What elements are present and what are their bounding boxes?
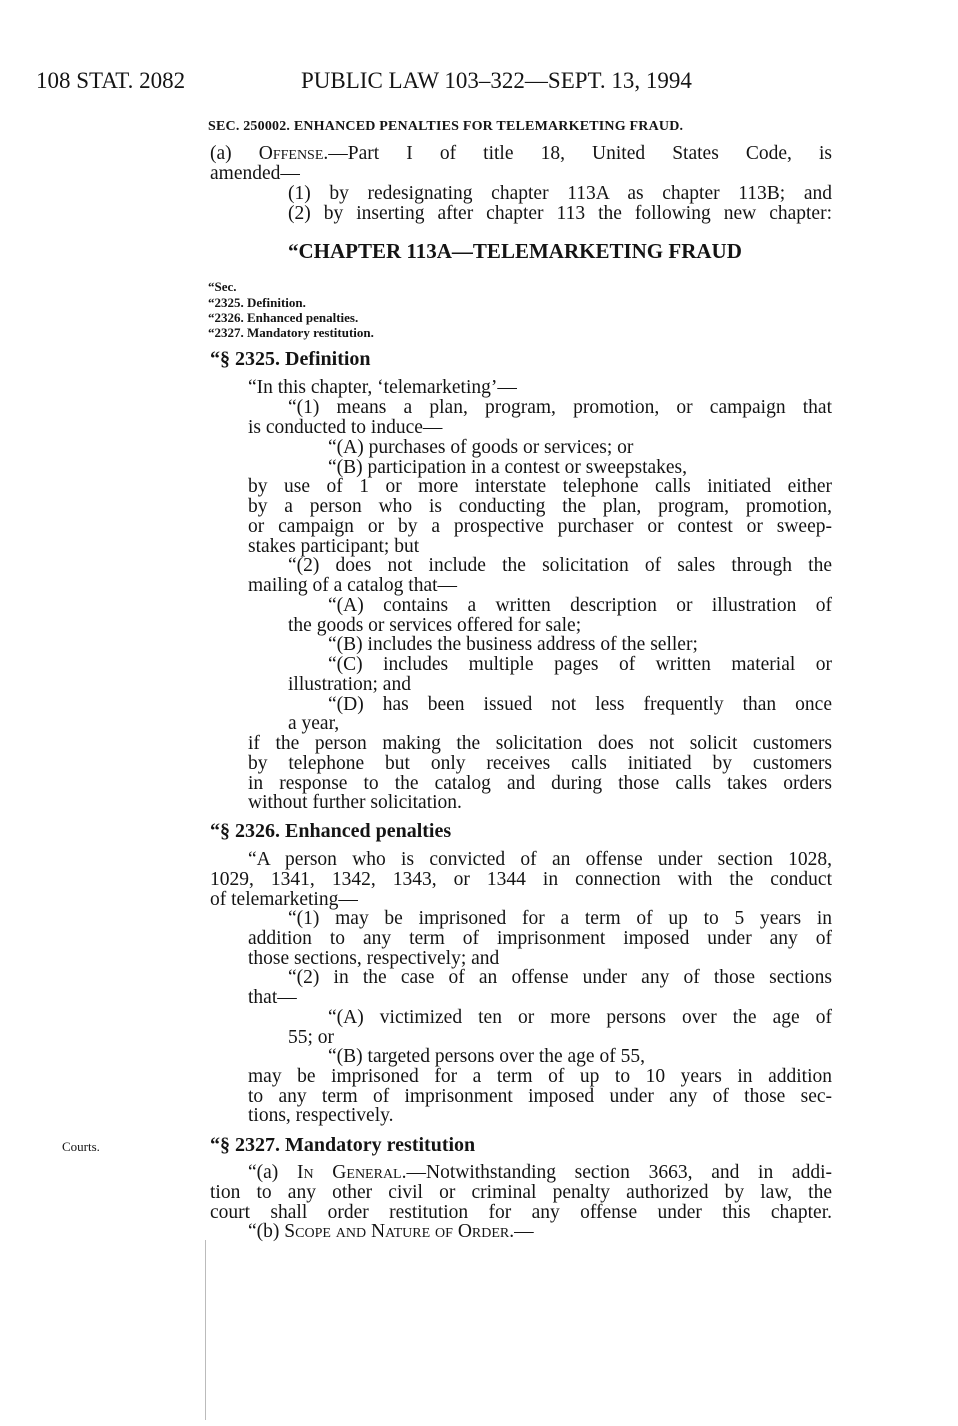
restitution-line-2: tion to any other civil or criminal penalty authorized by law, the [210,1182,832,1203]
def-line: “(C) includes multiple pages of written material or [328,654,832,675]
penalty-line: tions, respectively. [248,1105,394,1126]
restitution-line-4: “(b) Scope and Nature of Order.— [248,1221,534,1242]
penalty-line: “(1) may be imprisoned for a term of up to 5 years in [288,908,832,929]
penalty-line: “(B) targeted persons over the age of 55, [328,1046,645,1067]
offense-item-1: (1) by redesignating chapter 113A as chapter 113B; and [288,183,832,204]
offense-line-1: (a) Offense.—Part I of title 18, United States Code, is [210,143,832,164]
restitution-line-3: court shall order restitution for any offense under this chapter. [210,1202,832,1223]
section-2326-heading: “§ 2326. Enhanced penalties [210,820,452,842]
def-line: “(2) does not include the solicitation of sales through the [288,555,832,576]
margin-note: Courts. [62,1139,100,1154]
stat-page-number: 108 STAT. 2082 [36,68,186,93]
margin-rule [205,1240,206,1420]
penalty-line: “A person who is convicted of an offense under section 1028, [248,849,832,870]
def-line: if the person making the solicitation does not solicit customers [248,733,832,754]
toc-sec-label: “Sec. [208,279,237,294]
def-line: by telephone but only receives calls initiated by customers [248,753,832,774]
def-line: “(D) has been issued not less frequently than once [328,694,832,715]
def-line: illustration; and [288,674,411,695]
penalty-line: may be imprisoned for a term of up to 10 years in addition [248,1066,832,1087]
toc-entry-2326: “2326. Enhanced penalties. [208,310,359,325]
def-line: the goods or services offered for sale; [288,615,582,636]
toc-entry-2327: “2327. Mandatory restitution. [208,325,374,340]
penalty-line: of telemarketing— [210,889,358,910]
penalty-line: that— [248,987,297,1008]
offense-item-2: (2) by inserting after chapter 113 the following new chapter: [288,203,832,224]
section-2327-heading: “§ 2327. Mandatory restitution [210,1134,476,1156]
section-heading: SEC. 250002. ENHANCED PENALTIES FOR TELEMARKETING FRAUD. [208,119,684,134]
def-line: by a person who is conducting the plan, program, promotion, [248,496,832,517]
penalty-line: those sections, respectively; and [248,948,500,969]
chapter-title: “CHAPTER 113A—TELEMARKETING FRAUD [288,239,742,263]
def-line: without further solicitation. [248,792,462,813]
penalty-line: addition to any term of imprisonment imposed under any of [248,928,832,949]
penalty-line: to any term of imprisonment imposed under any of those sec- [248,1086,832,1107]
def-line: “(B) participation in a contest or sweepstakes, [328,457,688,478]
restitution-line-1: “(a) In General.—Notwithstanding section 3663, and in addi- [248,1162,832,1183]
def-line: “(B) includes the business address of the seller; [328,634,698,655]
def-line: “(1) means a plan, program, promotion, or campaign that [288,397,832,418]
def-line: “(A) contains a written description or illustration of [328,595,832,616]
penalty-line: 55; or [288,1027,335,1048]
penalty-line: 1029, 1341, 1342, 1343, or 1344 in connection with the conduct [210,869,832,890]
def-line: “(A) purchases of goods or services; or [328,437,634,458]
def-line: a year, [288,713,340,734]
def-line: mailing of a catalog that— [248,575,458,596]
penalty-line: “(2) in the case of an offense under any of those sections [288,967,832,988]
def-line: in response to the catalog and during those calls takes orders [248,773,832,794]
public-law-citation: PUBLIC LAW 103–322—SEPT. 13, 1994 [301,68,692,93]
toc-entry-2325: “2325. Definition. [208,295,306,310]
def-line: or campaign or by a prospective purchaser or contest or sweep- [248,516,832,537]
def-line: is conducted to induce— [248,417,443,438]
def-line: “In this chapter, ‘telemarketing’— [248,377,517,398]
offense-line-2: amended— [210,163,300,184]
page-header [36,68,692,94]
section-2325-heading: “§ 2325. Definition [210,348,371,370]
penalty-line: “(A) victimized ten or more persons over the age of [328,1007,832,1028]
def-line: by use of 1 or more interstate telephone calls initiated either [248,476,832,497]
def-line: stakes participant; but [248,536,420,557]
